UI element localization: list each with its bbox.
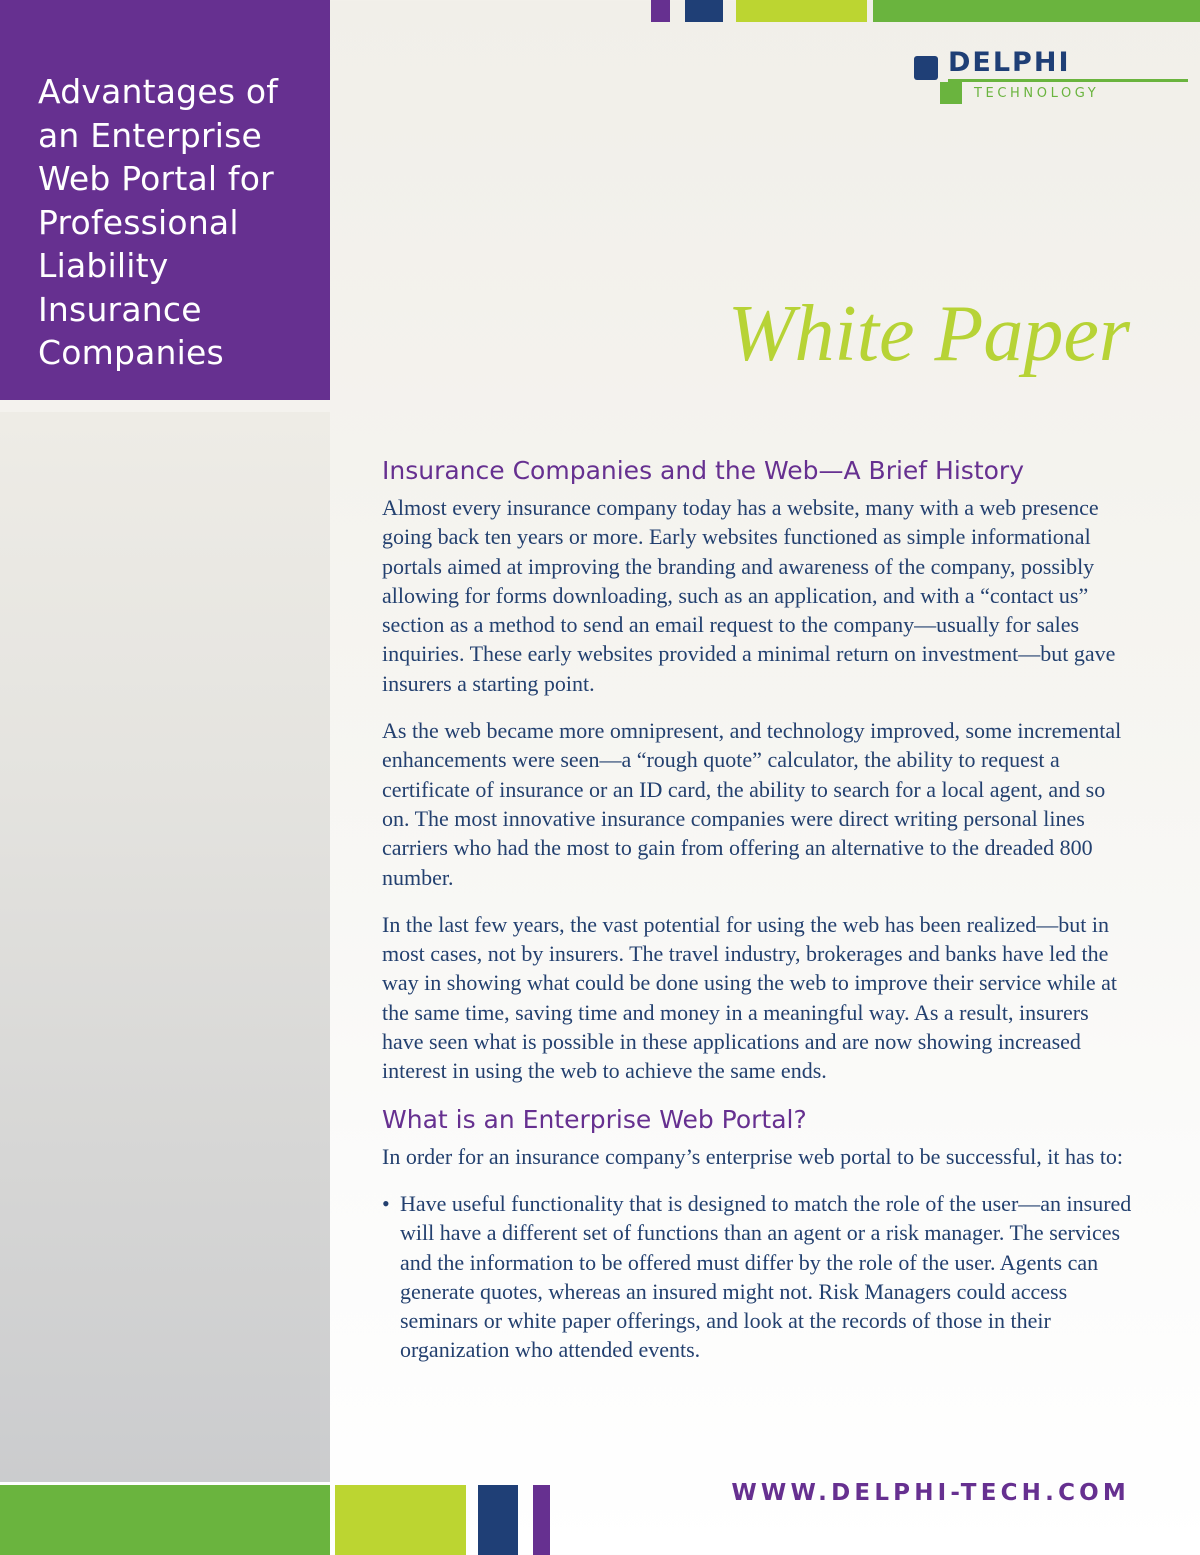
top-decor-bar-green (873, 0, 1200, 22)
bottom-decor-bar-lime (335, 1485, 466, 1555)
logo-green-square-icon (940, 82, 962, 104)
paragraph: In order for an insurance company’s enterprise web portal to be successful, it has to: (382, 1143, 1124, 1169)
sidebar-panel (0, 412, 330, 1482)
document-title: Advantages of an Enterprise Web Portal for Professional Liability Insurance Companies (38, 72, 279, 372)
section-heading: What is an Enterprise Web Portal? (382, 1104, 807, 1134)
list-item (382, 1189, 1132, 1365)
top-decor-bar-lime (736, 0, 867, 22)
document-type-heading: White Paper (727, 290, 1130, 378)
list-item-text: Have useful functionality that is designed to match the role of the user—an insured will have a different set of functions than an agent or a risk manager. The services and the information to be offered must differ by the role of the user. Agents can generate quotes, whereas an insured might not. Risk Managers could access seminars or white paper offerings, and look at the records of those in their organization who attended events. (400, 1190, 1132, 1363)
bottom-decor-bar-green (0, 1485, 330, 1555)
paragraph: Almost every insurance company today has a website, many with a web presence going back ten years or more. Early websites functioned as simple informational portals aimed at improving the branding and awareness of the company, possibly allowing for forms downloading, such as an application, and with a “contact us” section as a method to send an email request to the company—usually for sales inquiries. These early websites provided a minimal return on investment—but gave insurers a starting point. (382, 495, 1116, 696)
section-heading: Insurance Companies and the Web—A Brief History (382, 456, 1024, 485)
main-content (382, 455, 1132, 1365)
top-decor-bar-navy (685, 0, 723, 22)
top-decor-bar-purple (651, 0, 670, 22)
logo-square-icon (914, 56, 938, 80)
paragraph: In the last few years, the vast potential for using the web has been realized—but in most cases, not by insurers. The travel industry, brokerages and banks have led the way in showing what could be done using the web to improve their service while at the same time, saving time and money in a meaningful way. As a result, insurers have seen what is possible in these applications and are now showing increased interest in using the web to achieve the same ends. (382, 911, 1117, 1084)
company-logo (912, 48, 1200, 108)
bullet-icon: • (382, 1190, 390, 1216)
logo-underline (948, 79, 1188, 82)
bullet-list (382, 1189, 1132, 1365)
website-url: WWW.DELPHI-TECH.COM (731, 1480, 1130, 1506)
bottom-decor-bar-purple (533, 1485, 550, 1555)
title-block (0, 0, 330, 400)
paragraph: As the web became more omnipresent, and technology improved, some incremental enhancements were seen—a “rough quote” calculator, the ability to request a certificate of insurance or an ID card, the ability to search for a local agent, and so on. The most innovative insurance companies were direct writing personal lines carriers who had the most to gain from offering an alternative to the dreaded 800 number. (382, 718, 1122, 890)
bottom-decor-bar-navy (478, 1485, 518, 1555)
logo-subtitle: TECHNOLOGY (974, 86, 1100, 101)
logo-wordmark: DELPHI (948, 47, 1071, 78)
